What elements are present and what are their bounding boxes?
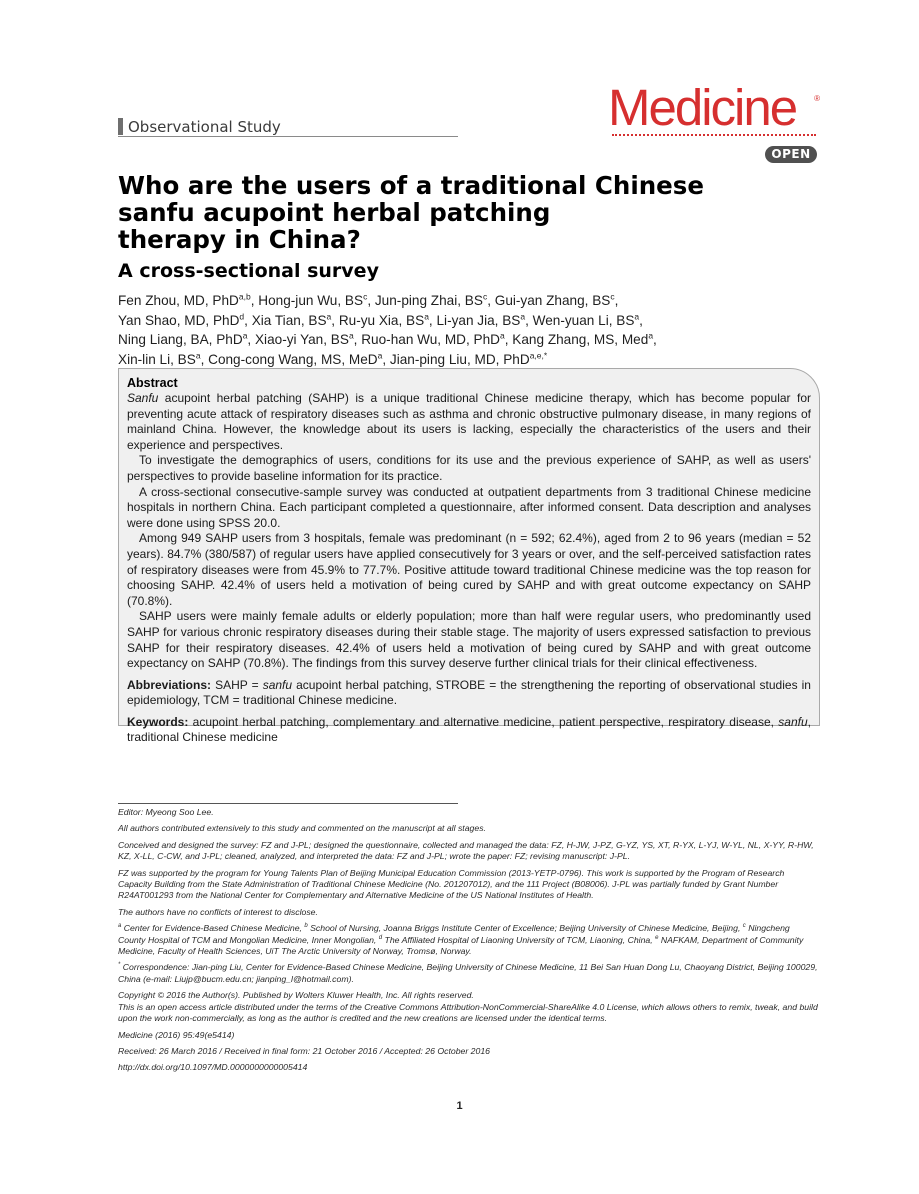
author-affiliation-marker: c <box>610 291 615 302</box>
author-affiliation-marker: a <box>648 330 654 341</box>
affiliation: School of Nursing, Joanna Briggs Institute Center of Excellence; Beijing University of Chinese Medicine, Beijing, <box>307 923 743 934</box>
aff-marker: e <box>655 934 659 941</box>
abbreviations-text: SAHP = <box>211 677 263 692</box>
author-name: Ru-yu Xia, BS <box>338 312 425 328</box>
correspondence-text: Correspondence: Jian-ping Liu, Center for Evidence-Based Chinese Medicine, Beijing University of Chinese Medicine, 11 Bei San Huan Dong Lu, Chaoyang District, Beijing 100029, China (e-mail: Liujp@bucm.edu.cn; jianping_l@hotmail.com). <box>118 962 818 984</box>
author-name: Gui-yan Zhang, BS <box>494 293 611 308</box>
author-separator: , <box>200 351 209 367</box>
author-list <box>118 291 818 369</box>
author-separator: , <box>487 293 495 308</box>
keywords <box>127 715 811 746</box>
dates-note: Received: 26 March 2016 / Received in final form: 21 October 2016 / Accepted: 26 October 2016 <box>118 1045 491 1056</box>
author-name: Fen Zhou, MD, PhD <box>118 293 239 308</box>
title-line: Who are the users of a traditional Chinese <box>118 171 704 200</box>
copyright-note: Copyright © 2016 the Author(s). Published by Wolters Kluwer Health, Inc. All rights reserved. <box>118 990 474 1001</box>
author-name: Xin-lin Li, BS <box>118 351 196 367</box>
author-name: Cong-cong Wang, MS, MeD <box>208 351 378 367</box>
author-name: Li-yan Jia, BS <box>436 312 521 328</box>
author-separator: , <box>244 312 252 328</box>
author-affiliation-marker: d <box>239 310 245 321</box>
author-line <box>118 311 818 331</box>
section-tag <box>118 116 458 137</box>
author-name: Jian-ping Liu, MD, PhD <box>389 351 530 367</box>
citation-note: Medicine (2016) 95:49(e5414) <box>118 1029 235 1040</box>
section-tag-bar <box>118 118 123 135</box>
abstract-paragraph: Among 949 SAHP users from 3 hospitals, female was predominant (n = 592; 62.4%), aged from 2 to 96 years (median = 52 years). 84.7% (380/587) of regular users have applied consecutively for 3 years or over, and the self-perceived satisfaction rates of respiratory diseases were from 45.9% to 77.7%. Positive attitude toward traditional Chinese medicine was the top reason for choosing SAHP. 42.4% of users held a motivation of being cured by SAHP and with great outcome expectancy on SAHP (70.8%). <box>127 531 811 608</box>
affiliation: NAFKAM, Department of Community Medicine, Faculty of Health Sciences, UiT The Arctic University of Norway, Tromsø, Norway. <box>118 934 804 957</box>
affiliation: The Affiliated Hospital of Liaoning University of TCM, Liaoning, China, <box>382 934 656 945</box>
corr-marker: * <box>118 962 121 969</box>
doi-link[interactable]: http://dx.doi.org/10.1097/MD.0000000000005414 <box>118 1062 308 1073</box>
page-number: 1 <box>456 1100 463 1112</box>
author-affiliation-marker: a <box>377 349 383 360</box>
abstract-box <box>118 368 820 745</box>
logo-dotted-underline <box>612 134 816 136</box>
author-affiliation-marker: a <box>500 330 505 341</box>
aff-marker: c <box>742 923 746 930</box>
author-affiliation-marker: a <box>634 310 640 321</box>
author-name: Yan Shao, MD, PhD <box>118 312 240 328</box>
author-name: Wen-yuan Li, BS <box>532 312 635 328</box>
footnote-rule <box>118 803 458 804</box>
aff-marker: d <box>378 934 383 941</box>
open-access-badge: OPEN <box>765 146 817 163</box>
author-separator: , <box>504 332 513 347</box>
author-affiliation-marker: a <box>348 330 354 341</box>
author-line <box>118 330 818 350</box>
abbreviations-text: acupoint herbal patching, STROBE = the strengthening the reporting of observational studies in epidemiology, TCM = traditional Chinese medicine. <box>127 677 811 708</box>
abstract-text: acupoint herbal patching (SAHP) is a unique traditional Chinese medicine therapy, which has become popular for preventing acute attack of respiratory diseases such as asthma and chronic obstructive pulmonary disease, in many regions of mainland China. However, the knowledge about its users is lacking, especially the characteristics of the users and their experience and perspectives. <box>127 391 811 452</box>
author-affiliation-marker: a <box>242 330 248 341</box>
abstract-paragraph <box>127 391 811 453</box>
author-separator: , <box>331 312 339 328</box>
author-separator: , <box>653 332 657 347</box>
author-separator: , <box>428 312 437 328</box>
author-separator: , <box>614 293 619 308</box>
author-separator: , <box>525 312 533 328</box>
author-line <box>118 291 818 311</box>
article-title <box>118 172 758 253</box>
author-separator: , <box>250 293 259 308</box>
abstract-paragraph: A cross-sectional consecutive-sample survey was conducted at outpatient departments from 3 traditional Chinese medicine hospitals in northern China. Each participant completed a questionnaire, after informed consent. Data description and analyses were done using SPSS 20.0. <box>127 484 811 530</box>
sanfu-italic: sanfu <box>778 714 808 729</box>
author-separator: , <box>353 332 362 347</box>
license-note: This is an open access article distributed under the terms of the Creative Commons Attribution-NonCommercial-ShareAlike 4.0 License, which allows others to remix, tweak, and build upon the work non-commercially, as long as the author is credited and the new creations are licensed under the identical terms. <box>118 1001 818 1024</box>
editor-note: Editor: Myeong Soo Lee. <box>118 807 214 817</box>
abstract-heading: Abstract <box>127 376 178 390</box>
affiliation: Center for Evidence-Based Chinese Medicine, <box>121 923 305 934</box>
title-line: therapy in China? <box>118 225 361 254</box>
author-separator: , <box>367 293 375 308</box>
journal-logo[interactable] <box>608 80 820 136</box>
author-separator: , <box>639 312 643 328</box>
contribution-note: All authors contributed extensively to this study and commented on the manuscript at all stages. <box>118 823 486 834</box>
keywords-label: Keywords: <box>127 714 189 729</box>
journal-name: Medicine <box>608 79 797 136</box>
footnotes <box>118 807 818 1079</box>
funding-note: FZ was supported by the program for Young Talents Plan of Beijing Municipal Education Commission (2013-YETP-0796). This work is supported by the Program of Research Capacity Building from the State Administration of Traditional Chinese Medicine (No. 201207012), and the 111 Project (B08006). J-PL was partially funded by Grant Number R24AT001293 from the National Center for Complementary and Alternative Medicine of the US National Institutes of Health. <box>118 867 785 901</box>
author-name: Jun-ping Zhai, BS <box>374 293 483 308</box>
author-name: Xiao-yi Yan, BS <box>254 332 349 347</box>
abstract-paragraph: SAHP users were mainly female adults or elderly population; more than half were regular users, who predominantly used SAHP for various chronic respiratory diseases during their stable stage. The majority of users expressed satisfaction to previous SAHP for their respiratory diseases. 42.4% of users held a motivation of being cured by SAHP and with great outcome expectancy on SAHP (70.8%). The findings from this survey deserve further clinical trials for their clinical effectiveness. <box>127 609 811 671</box>
keywords-text: , traditional Chinese medicine <box>127 714 811 745</box>
sanfu-italic: sanfu <box>262 677 293 692</box>
article-subtitle: A cross-sectional survey <box>118 260 379 282</box>
title-line: sanfu acupoint herbal patching <box>118 198 551 227</box>
section-label: Observational Study <box>128 118 281 136</box>
author-affiliation-marker: a <box>520 310 526 321</box>
author-affiliation-marker: c <box>482 291 488 302</box>
affiliation: Ningcheng County Hospital of TCM and Mongolian Medicine, Inner Mongolian, <box>118 923 790 945</box>
conflicts-note: The authors have no conflicts of interest to disclose. <box>118 906 318 917</box>
author-affiliation-marker: a,b <box>238 291 251 302</box>
abbreviations <box>127 678 811 709</box>
author-affiliation-marker: c <box>363 291 368 302</box>
registered-mark: ® <box>814 94 820 103</box>
author-name: Xia Tian, BS <box>251 312 327 328</box>
author-separator: , <box>247 332 255 347</box>
author-name: Hong-jun Wu, BS <box>258 293 364 308</box>
author-affiliation-marker: a <box>195 349 201 360</box>
author-affiliation-marker: a,e,* <box>529 349 548 360</box>
sanfu-italic: Sanfu <box>127 391 159 405</box>
abstract-paragraph: To investigate the demographics of users, conditions for its use and the previous experience of SAHP, as well as users' perspectives to provide baseline information for its practice. <box>127 453 811 483</box>
aff-marker: a <box>118 923 122 930</box>
author-line <box>118 350 818 370</box>
affiliations-note <box>118 923 818 957</box>
author-roles-note: Conceived and designed the survey: FZ and J-PL; designed the questionnaire, collected and managed the data: FZ, H-JW, J-PZ, G-YZ, YS, XT, R-YX, L-YJ, W-YL, NL, X-YY, R-HW, KZ, X-LL, C-CW, and J-PL; cleaned, analyzed, and interpreted the data: FZ and J-PL; wrote the paper: FZ; revising manuscript: J-PL. <box>118 839 814 862</box>
author-affiliation-marker: a <box>424 310 429 321</box>
author-name: Ruo-han Wu, MD, PhD <box>361 332 500 347</box>
author-affiliation-marker: a <box>326 310 332 321</box>
correspondence-note <box>118 962 818 985</box>
author-name: Kang Zhang, MS, Med <box>512 332 649 347</box>
abbreviations-label: Abbreviations: <box>127 677 212 692</box>
author-separator: , <box>382 351 390 367</box>
aff-marker: b <box>304 923 308 930</box>
author-name: Ning Liang, BA, PhD <box>118 332 243 347</box>
keywords-text: acupoint herbal patching, complementary and alternative medicine, patient perspective, respiratory disease, <box>188 714 779 729</box>
